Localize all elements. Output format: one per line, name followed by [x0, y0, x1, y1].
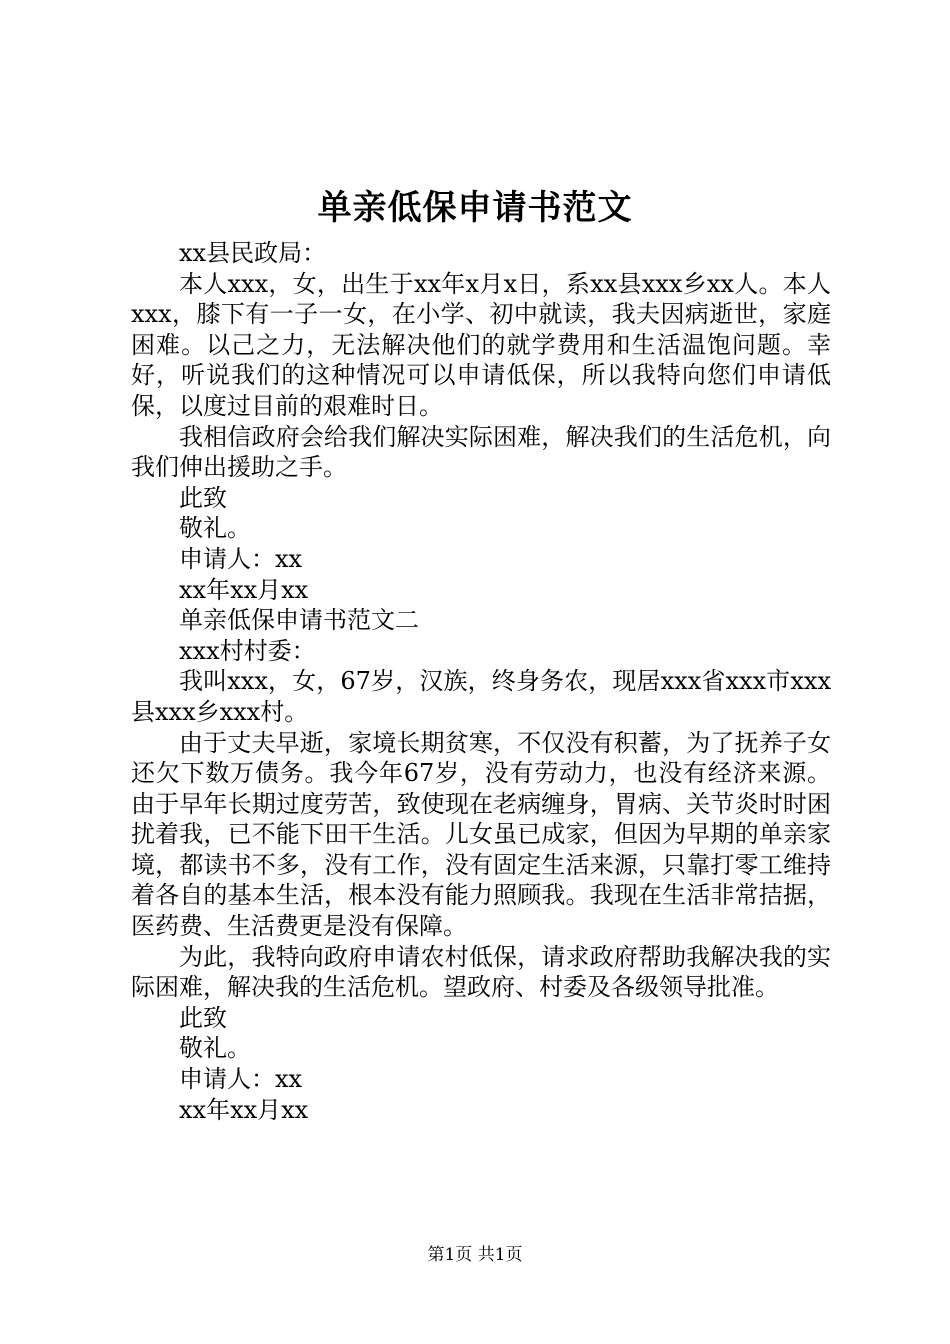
salutation: xx县民政局： — [179, 239, 327, 267]
applicant-signature-two: 申请人：xx — [179, 1065, 303, 1094]
paragraph-introduction: 本人xxx，女，出生于xx年x月x日，系xx县xxx乡xx人。本人xxx，膝下有一子一女，在小学、初中就读，我夫因病逝世，家庭困难。以己之力，无法解决他们的就学费用和生活温饱问题。幸好，听说我们的这种情况可以申请低保，所以我特向您们申请低保，以度过目前的艰难时日。 — [131, 269, 831, 420]
page-footer: 第1页 共1页 — [427, 1245, 523, 1265]
section-heading-two: 单亲低保申请书范文二 — [179, 606, 419, 635]
paragraph-request-two: 为此，我特向政府申请农村低保，请求政府帮助我解决我的实际困难，解决我的生活危机。望政府、村委及各级领导批准。 — [131, 942, 831, 1002]
paragraph-request: 我相信政府会给我们解决实际困难，解决我们的生活危机，向我们伸出援助之手。 — [131, 422, 831, 482]
paragraph-situation: 由于丈夫早逝，家境长期贫寒，不仅没有积蓄，为了抚养子女还欠下数万债务。我今年67岁，没有劳动力，也没有经济来源。由于早年长期过度劳苦，致使现在老病缠身，胃病、关节炎时时困扰着我，已不能下田干生活。儿女虽已成家，但因为早期的单亲家境，都读书不多，没有工作，没有固定生活来源，只靠打零工维持着各自的基本生活，根本没有能力照顾我。我现在生活非常拮据，医药费、生活费更是没有保障。 — [131, 728, 831, 941]
closing-ci-zhi-two: 此致 — [179, 1003, 227, 1032]
salutation-two: xxx村村委： — [179, 636, 316, 665]
paragraph-personal-info: 我叫xxx，女，67岁，汉族，终身务农，现居xxx省xxx市xxx县xxx乡xxx村。 — [131, 667, 831, 726]
applicant-signature: 申请人：xx — [179, 544, 303, 573]
application-date: xx年xx月xx — [179, 575, 309, 604]
closing-jing-li-two: 敬礼。 — [179, 1034, 251, 1063]
document-title: 单亲低保申请书范文 — [317, 188, 633, 228]
document-body — [131, 238, 831, 1125]
application-date-two: xx年xx月xx — [179, 1095, 309, 1124]
closing-jing-li: 敬礼。 — [179, 514, 251, 543]
closing-ci-zhi: 此致 — [179, 483, 227, 512]
